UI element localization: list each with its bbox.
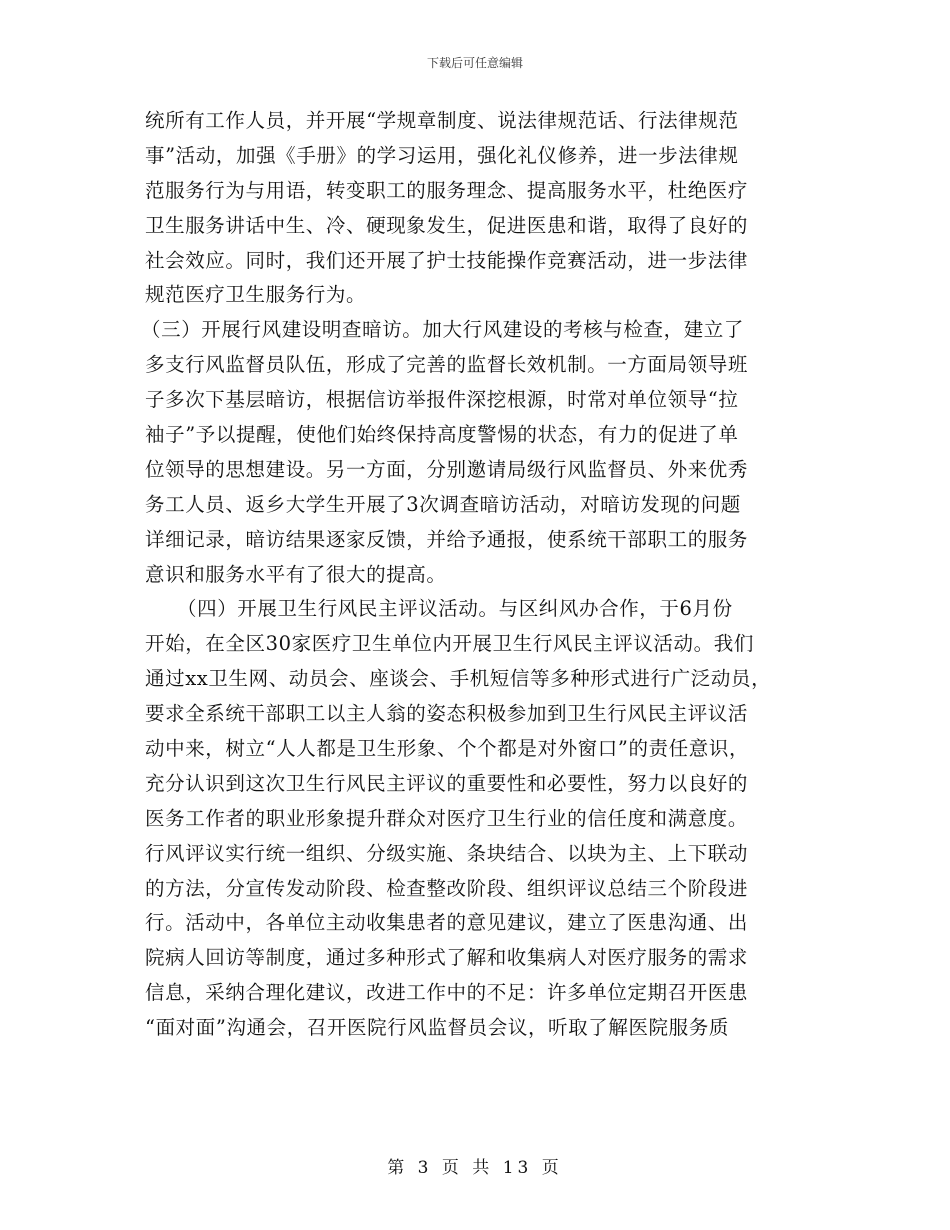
text-line: 多支行风监督员队伍，形成了完善的监督长效机制。一方面局领导班 — [145, 353, 749, 377]
text-line: 充分认识到这次卫生行风民主评议的重要性和必要性，努力以良好的 — [145, 771, 749, 795]
text-line: （三）开展行风建设明查暗访。加大行风建设的考核与检查，建立了 — [141, 318, 745, 342]
text-line: 统所有工作人员，并开展“学规章制度、说法律规范话、行法律规范 — [145, 109, 739, 132]
page-footer: 第 3 页 共 13 页 — [387, 1158, 563, 1178]
text-line: 的方法，分宣传发动阶段、检查整改阶段、组织评议总结三个阶段进 — [145, 876, 749, 900]
text-line: 医务工作者的职业形象提升群众对医疗卫生行业的信任度和满意度。 — [145, 806, 749, 830]
text-line: 务工人员、返乡大学生开展了3次调查暗访活动，对暗访发现的问题 — [145, 492, 741, 516]
text-line: 位领导的思想建设。另一方面，分别邀请局级行风监督员、外来优秀 — [145, 457, 749, 481]
text-line: 事”活动，加强《手册》的学习运用，强化礼仪修养，进一步法律规 — [145, 143, 739, 167]
text-line: 子多次下基层暗访，根据信访举报件深挖根源，时常对单位领导“拉 — [145, 388, 739, 412]
page-header: 下载后可任意编辑 — [426, 56, 523, 70]
text-line: 意识和服务水平有了很大的提高。 — [145, 562, 447, 586]
text-line: 信息，采纳合理化建议，改进工作中的不足：许多单位定期召开医患 — [145, 981, 749, 1005]
text-line: 社会效应。同时，我们还开展了护士技能操作竞赛活动，进一步法律 — [145, 248, 749, 272]
text-line: （四）开展卫生行风民主评议活动。与区纠风办合作，于6月份 — [177, 597, 733, 621]
text-line: 动中来，树立“人人都是卫生形象、个个都是对外窗口”的责任意识， — [145, 737, 750, 761]
text-line: 详细记录，暗访结果逐家反馈，并给予通报，使系统干部职工的服务 — [145, 527, 749, 551]
text-line: 通过xx卫生网、动员会、座谈会、手机短信等多种形式进行广泛动员， — [145, 667, 772, 691]
text-line: 袖子”予以提醒，使他们始终保持高度警惕的状态，有力的促进了单 — [145, 423, 739, 447]
body-text — [141, 104, 810, 1046]
text-line: “面对面”沟通会，召开医院行风监督员会议，听取了解医院服务质 — [145, 1016, 729, 1040]
text-line: 卫生服务讲话中生、冷、硬现象发生，促进医患和谐，取得了良好的 — [145, 213, 749, 237]
text-line: 范服务行为与用语，转变职工的服务理念、提高服务水平，杜绝医疗 — [145, 178, 749, 202]
text-line: 要求全系统干部职工以主人翁的姿态积极参加到卫生行风民主评议活 — [145, 702, 749, 726]
text-line: 行。活动中，各单位主动收集患者的意见建议，建立了医患沟通、出 — [145, 911, 749, 935]
text-line: 规范医疗卫生服务行为。 — [145, 283, 367, 307]
text-line: 开始，在全区30家医疗卫生单位内开展卫生行风民主评议活动。我们 — [145, 632, 754, 656]
text-line: 行风评议实行统一组织、分级实施、条块结合、以块为主、上下联动 — [145, 841, 749, 865]
text-line: 院病人回访等制度，通过多种形式了解和收集病人对医疗服务的需求 — [145, 946, 749, 970]
